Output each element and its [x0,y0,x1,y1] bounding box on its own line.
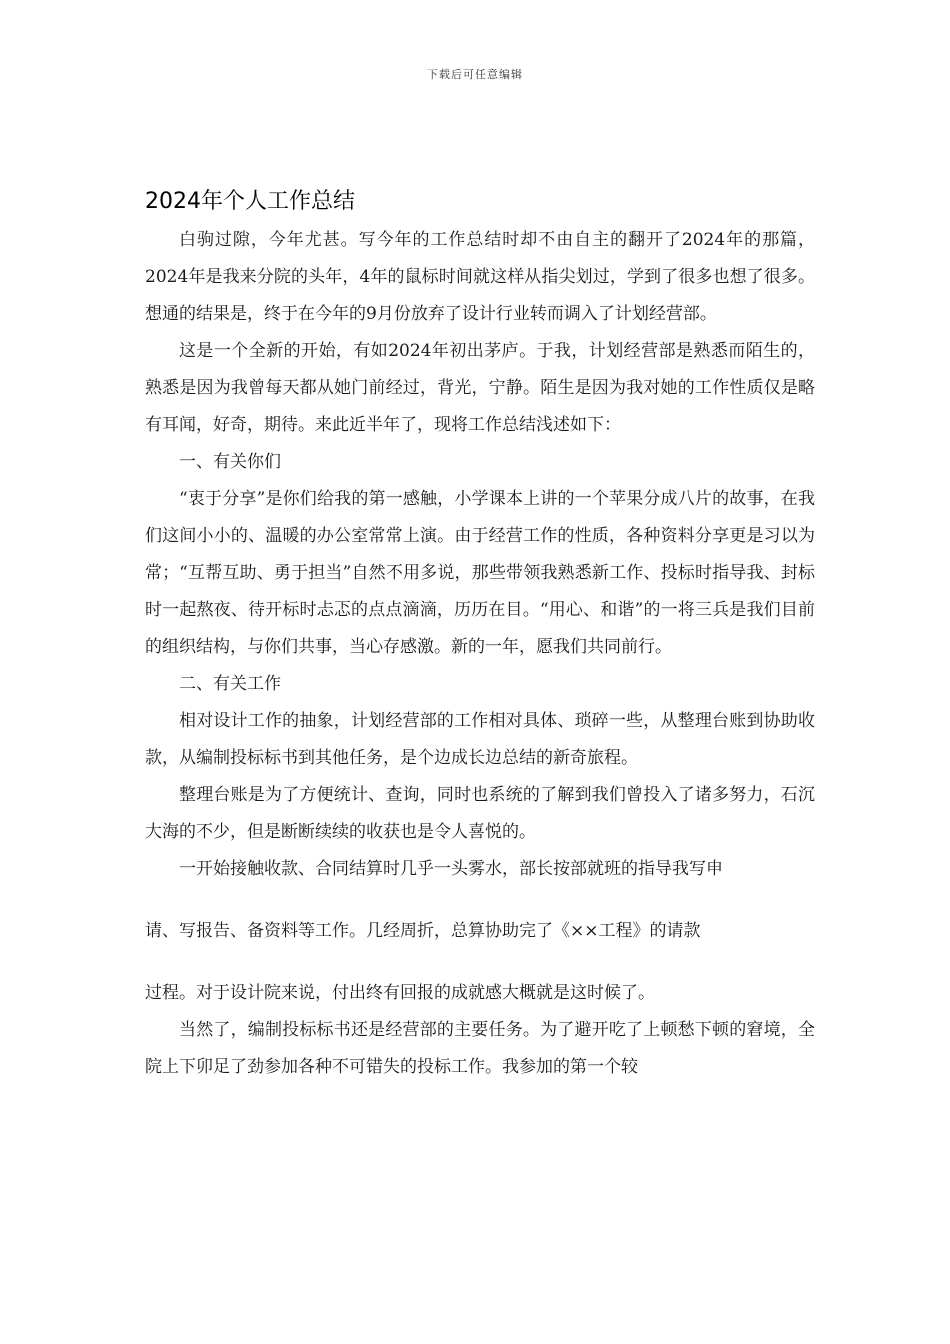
document-body [145,222,815,1086]
section-heading: 一、有关你们 [179,452,281,472]
paragraph: 这是一个全新的开始，有如2024年初出茅庐。于我，计划经营部是熟悉而陌生的，熟悉是因为我曾每天都从她门前经过，背光，宁静。陌生是因为我对她的工作性质仅是略有耳闻，好奇，期待。来此近半年了，现将工作总结浅述如下： [145,341,815,435]
header-note: 下载后可任意编辑 [427,68,523,81]
document-title: 2024年个人工作总结 [145,189,355,214]
paragraph: 相对设计工作的抽象，计划经营部的工作相对具体、琐碎一些，从整理台账到协助收款，从编制投标标书到其他任务，是个边成长边总结的新奇旅程。 [145,711,815,768]
section-heading: 二、有关工作 [179,674,281,694]
paragraph: “衷于分享”是你们给我的第一感触，小学课本上讲的一个苹果分成八片的故事，在我们这间小小的、温暖的办公室常常上演。由于经营工作的性质，各种资料分享更是习以为常；“互帮互助、勇于担当”自然不用多说，那些带领我熟悉新工作、投标时指导我、封标时一起熬夜、待开标时忐忑的点点滴滴，历历在目。“用心、和谐”的一将三兵是我们目前的组织结构，与你们共事，当心存感激。新的一年，愿我们共同前行。 [145,489,815,657]
paragraph-continuation: 请、写报告、备资料等工作。几经周折，总算协助完了《××工程》的请款 [145,921,701,941]
paragraph-continuation: 过程。对于设计院来说，付出终有回报的成就感大概就是这时候了。 [145,983,655,1003]
paragraph: 白驹过隙，今年尤甚。写今年的工作总结时却不由自主的翻开了2024年的那篇，2024年是我来分院的头年，4年的鼠标时间就这样从指尖划过，学到了很多也想了很多。想通的结果是，终于在今年的9月份放弃了设计行业转而调入了计划经营部。 [145,230,815,324]
paragraph: 当然了，编制投标标书还是经营部的主要任务。为了避开吃了上顿愁下顿的窘境，全院上下卯足了劲参加各种不可错失的投标工作。我参加的第一个较 [145,1020,815,1077]
paragraph: 整理台账是为了方便统计、查询，同时也系统的了解到我们曾投入了诸多努力，石沉大海的不少，但是断断续续的收获也是令人喜悦的。 [145,785,815,842]
paragraph: 一开始接触收款、合同结算时几乎一头雾水，部长按部就班的指导我写申 [179,859,723,879]
